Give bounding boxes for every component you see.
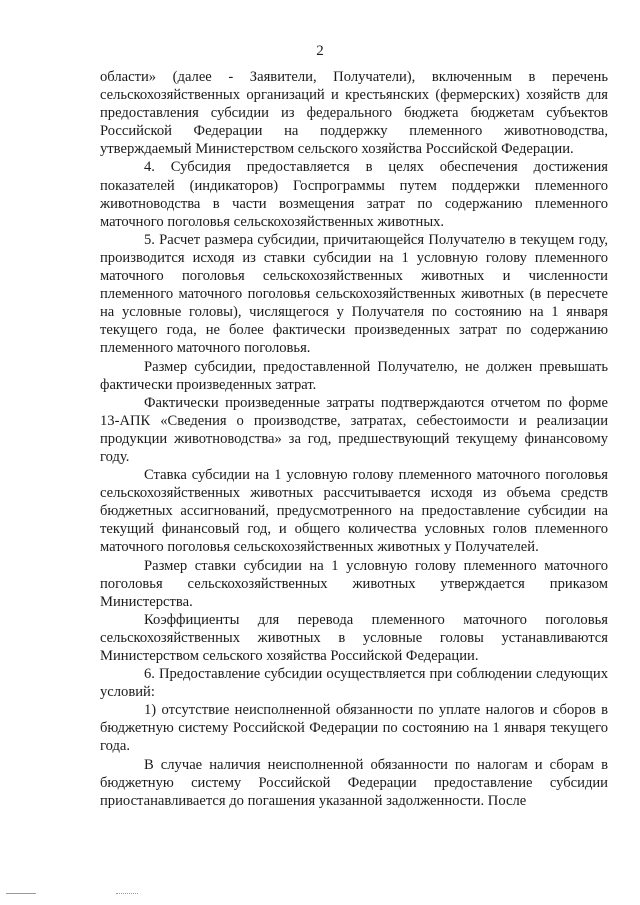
paragraph-9: 6. Предоставление субсидии осуществляется при соблюдении следующих условий: xyxy=(100,666,608,701)
footer-scan-mark-dotted xyxy=(116,893,138,894)
document-body xyxy=(100,68,608,810)
paragraph-1: области» (далее - Заявители, Получатели), включенным в перечень сельскохозяйственных организаций и крестьянских (фермерских) хозяйств для предоставления субсидии из федерального бюджета бюджетам субъектов Российской Федерации на поддержку племенного животноводства, утверждаемый Министерством сельского хозяйства Российской Федерации. xyxy=(100,69,608,158)
paragraph-6: Ставка субсидии на 1 условную голову племенного маточного поголовья сельскохозяйственных животных рассчитывается исходя из объема средств бюджетных ассигнований, предусмотренного на предоставление субсидии на текущий финансовый год, и общего количества условных голов племенного маточного поголовья сельскохозяйственных животных у Получателей. xyxy=(100,467,608,556)
paragraph-4: Размер субсидии, предоставленной Получателю, не должен превышать фактически произведенных затрат. xyxy=(100,358,608,393)
paragraph-7: Размер ставки субсидии на 1 условную голову племенного маточного поголовья сельскохозяйственных животных утверждается приказом Министерства. xyxy=(100,557,608,610)
paragraph-8: Коэффициенты для перевода племенного маточного поголовья сельскохозяйственных животных в условные головы устанавливаются Министерством сельского хозяйства Российской Федерации. xyxy=(100,611,608,664)
paragraph-10: 1) отсутствие неисполненной обязанности по уплате налогов и сборов в бюджетную систему Российской Федерации по состоянию на 1 января текущего года. xyxy=(100,702,608,755)
page-number: 2 xyxy=(316,43,324,59)
paragraph-11: В случае наличия неисполненной обязанности по налогам и сборам в бюджетную систему Российской Федерации предоставление субсидии приостанавливается до погашения указанной задолженности. После xyxy=(100,756,608,809)
footer-scan-mark xyxy=(6,893,36,894)
paragraph-5: Фактически произведенные затраты подтверждаются отчетом по форме 13-АПК «Сведения о производстве, затратах, себестоимости и реализации продукции животноводства» за год, предшествующий текущему финансовому году. xyxy=(100,394,608,465)
paragraph-2: 4. Субсидия предоставляется в целях обеспечения достижения показателей (индикаторов) Госпрограммы путем поддержки племенного животноводства в части возмещения затрат по содержанию племенного маточного поголовья сельскохозяйственных животных. xyxy=(100,159,608,230)
paragraph-3: 5. Расчет размера субсидии, причитающейся Получателю в текущем году, производится исходя из ставки субсидии на 1 условную голову племенного маточного поголовья сельскохозяйственных животных и численности племенного маточного поголовья сельскохозяйственных животных (в пересчете на условные головы), числящегося у Получателя по состоянию на 1 января текущего года, не более фактически произведенных затрат по содержанию племенного маточного поголовья. xyxy=(100,231,608,357)
